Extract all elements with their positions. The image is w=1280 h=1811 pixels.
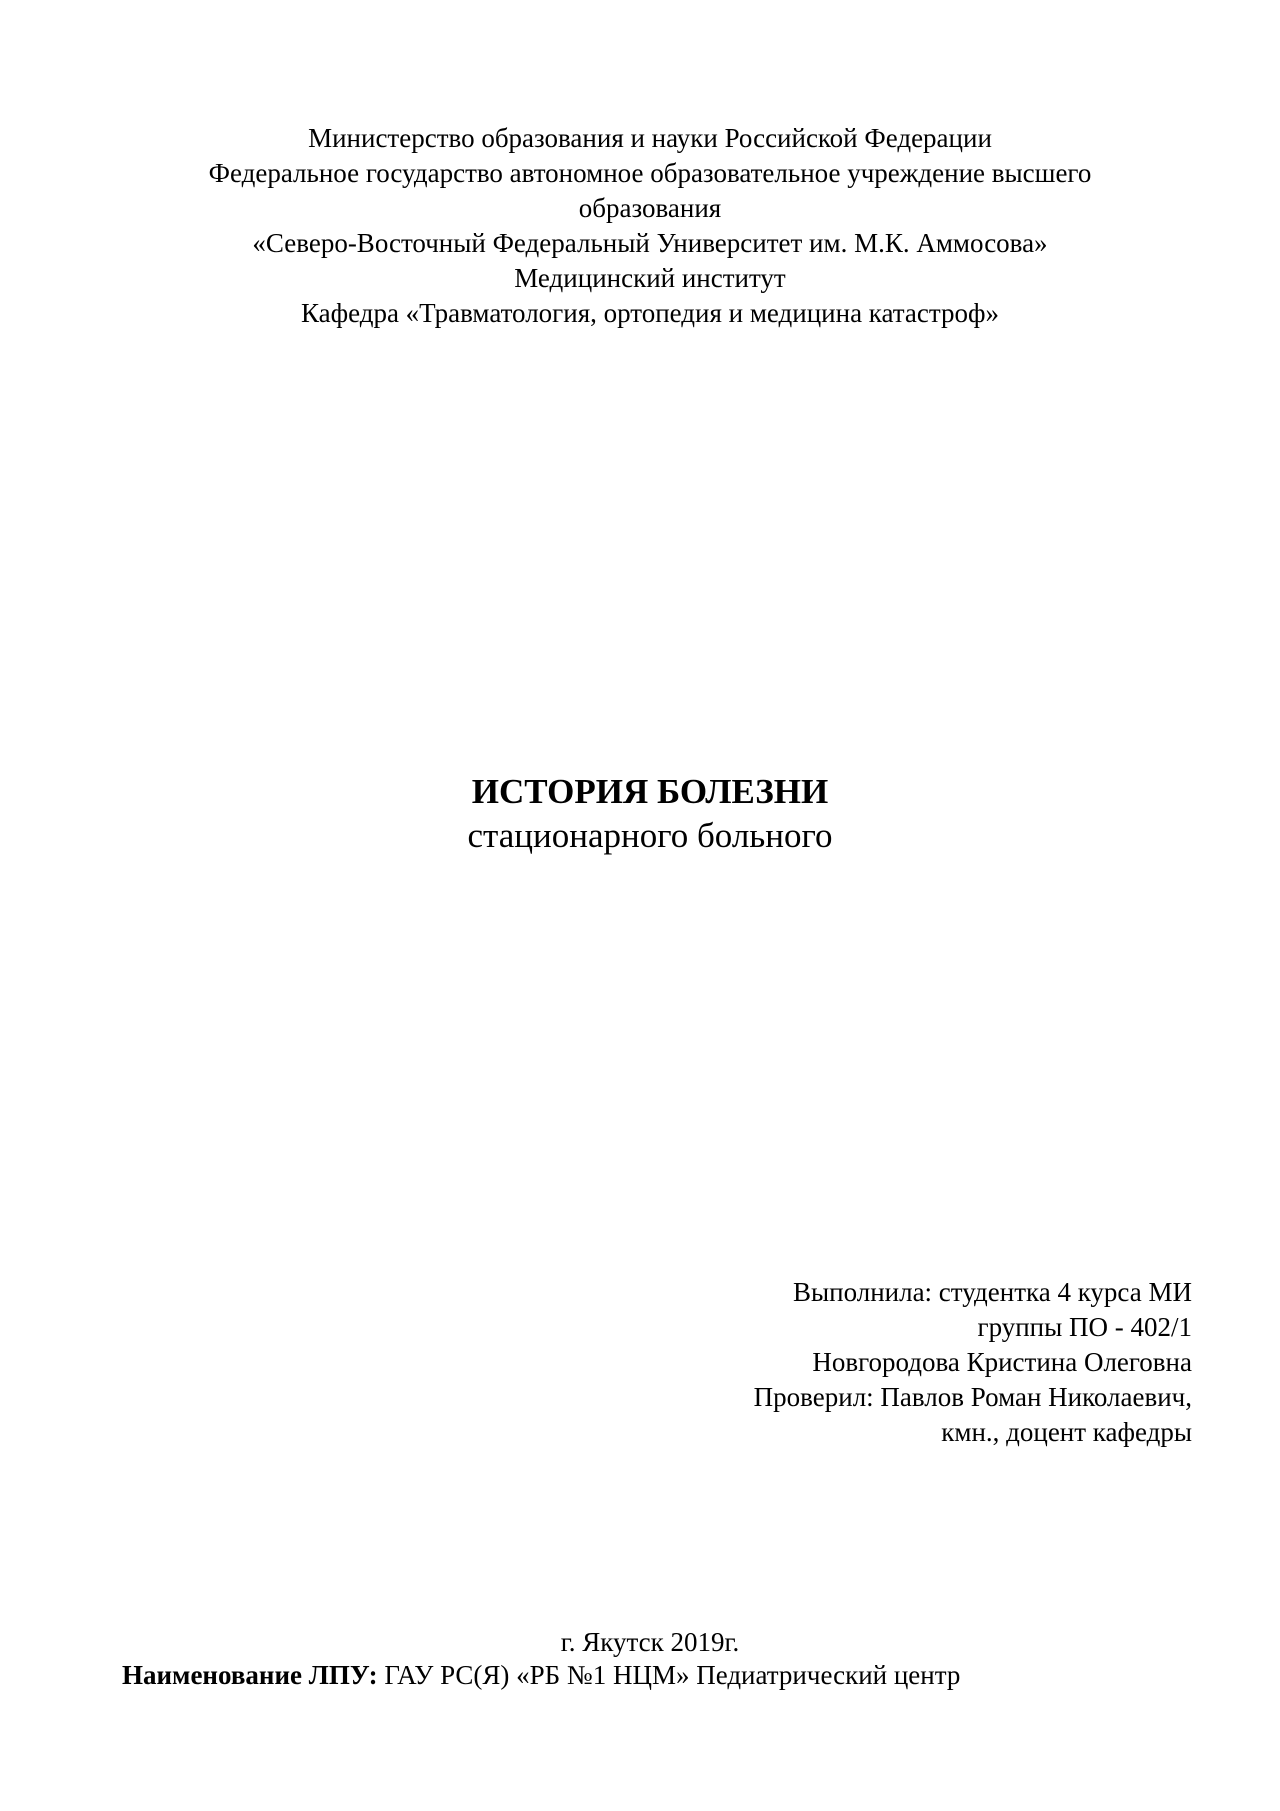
institution-header <box>120 121 1180 331</box>
university-line: «Северо-Восточный Федеральный Университет им. М.К. Аммосова» <box>252 228 1048 258</box>
lpu-value: ГАУ РС(Я) «РБ №1 НЦМ» Педиатрический центр <box>377 1660 961 1690</box>
author-name: Новгородова Кристина Олеговна <box>812 1347 1192 1377</box>
department-line: Кафедра «Травматология, ортопедия и медицина катастроф» <box>300 298 1000 328</box>
institute-line: Медицинский институт <box>514 263 786 293</box>
document-title <box>120 770 1180 858</box>
author-group: группы ПО - 402/1 <box>977 1312 1192 1342</box>
education-line: образования <box>578 193 722 223</box>
title-subtitle: стационарного больного <box>467 816 833 855</box>
title-main: ИСТОРИЯ БОЛЕЗНИ <box>471 772 829 811</box>
lpu-line <box>122 1658 1202 1693</box>
federal-institution-line: Федеральное государство автономное образовательное учреждение высшего <box>208 158 1092 188</box>
city-year: г. Якутск 2019г. <box>560 1627 740 1657</box>
reviewer-name: Проверил: Павлов Роман Николаевич, <box>753 1382 1192 1412</box>
reviewer-title: кмн., доцент кафедры <box>941 1417 1192 1447</box>
ministry-line: Министерство образования и науки Российской Федерации <box>308 123 992 153</box>
author-info <box>600 1275 1192 1450</box>
author-performed-by: Выполнила: студентка 4 курса МИ <box>792 1277 1192 1307</box>
lpu-label: Наименование ЛПУ: <box>122 1660 378 1690</box>
